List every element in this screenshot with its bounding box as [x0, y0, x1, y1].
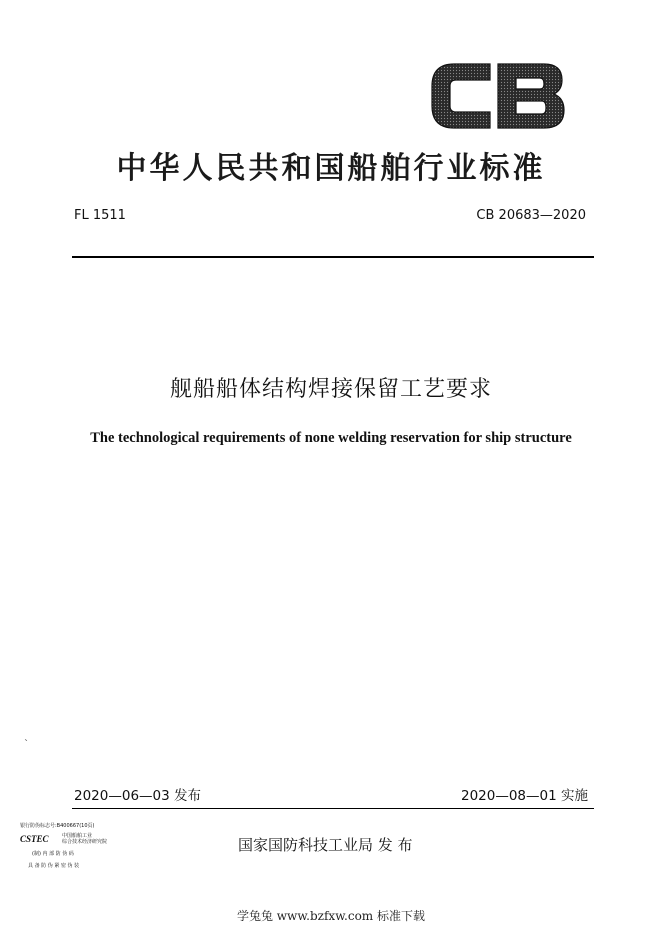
document-title-cn: 舰船船体结构焊接保留工艺要求 [169, 377, 492, 402]
stamp-brand: CSTEC [20, 834, 49, 844]
header-divider [72, 256, 594, 258]
footer-divider [72, 808, 594, 809]
stamp-line-3: (制) 内 部 防 伪 码 [32, 851, 74, 857]
stamp-line-4: 具 备 防 伪 紧 密 伪 装 [28, 863, 80, 869]
org-title: 中华人民共和国船舶行业标准 [116, 151, 546, 186]
stamp-line-2a: 中国船舶工业 [62, 833, 93, 839]
stamp-line-2b: 综合技术经济研究院 [62, 839, 108, 845]
document-title-en: The technological requirements of none welding reservation for ship structure [90, 430, 572, 446]
publisher: 国家国防科技工业局 发 布 [238, 836, 413, 854]
implementation-date: 2020—08—01 实施 [460, 788, 588, 804]
anti-counterfeit-stamp [18, 822, 110, 874]
watermark: 学兔兔 www.bzfxw.com 标准下载 [236, 909, 426, 923]
issue-date: 2020—06—03 发布 [74, 788, 202, 804]
standard-number: CB 20683—2020 [476, 208, 586, 223]
cb-logo [428, 60, 568, 132]
stamp-line-1: 银行防伪标志号:B400667(10页) [20, 823, 95, 829]
classification-code: FL 1511 [74, 208, 126, 223]
stray-mark: ` [24, 739, 29, 750]
